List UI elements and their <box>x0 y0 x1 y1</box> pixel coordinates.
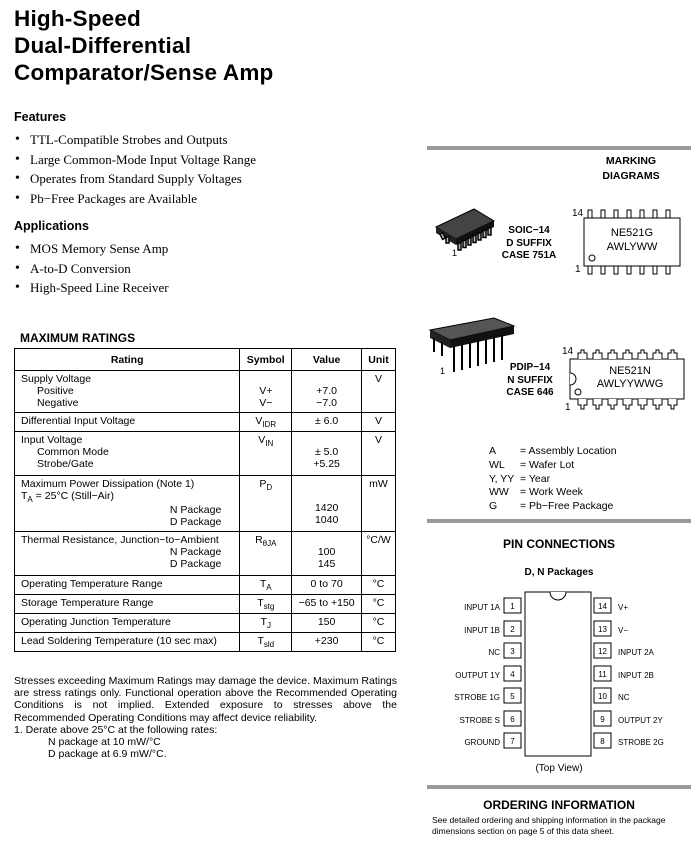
pin-number: 11 <box>598 670 607 679</box>
pdip-pin1: 1 <box>565 402 571 413</box>
note-n-rate: N package at 10 mW/°C <box>48 736 161 749</box>
top-view-label: (Top View) <box>535 763 583 774</box>
rating-sub: Strobe/Gate <box>37 458 94 471</box>
rating-sub: D Package <box>169 558 222 571</box>
rating-sub: N Package <box>169 504 222 517</box>
section-rule <box>427 146 691 150</box>
pin-label-left: INPUT 1A <box>464 603 500 612</box>
col-header-value: Value <box>292 349 362 371</box>
rating-label: Maximum Power Dissipation (Note 1) <box>21 478 195 491</box>
symbol: $T_{sld}$ <box>240 633 292 652</box>
value: 0 to 70 <box>292 576 362 595</box>
pin-label-right: V− <box>618 626 629 635</box>
pin-label-left: STROBE 1G <box>454 693 500 702</box>
title-line-3: Comparator/Sense Amp <box>14 60 274 85</box>
pin-number: 5 <box>510 692 515 701</box>
rating-sub: Negative <box>37 397 79 409</box>
note-1: 1. Derate above 25°C at the following rates: <box>14 723 218 736</box>
list-item: • MOS Memory Sense Amp <box>14 239 169 259</box>
section-rule <box>427 519 691 523</box>
applications-heading: Applications <box>14 219 90 233</box>
rating-sub: D Package <box>169 516 222 529</box>
value: 100 <box>317 546 336 559</box>
pin-number: 4 <box>510 670 515 679</box>
pin-number: 12 <box>598 647 607 656</box>
pdip-package-label: PDIP−14 N SUFFIX CASE 646 <box>506 362 554 398</box>
applications-list <box>14 239 169 298</box>
pin-number: 14 <box>598 602 607 611</box>
pin-number: 7 <box>510 737 515 746</box>
pin-number: 9 <box>600 715 605 724</box>
unit: V <box>362 432 396 476</box>
legend-item: WW = Work Week <box>489 486 583 499</box>
page-title <box>14 5 273 86</box>
section-rule <box>427 785 691 789</box>
legend-item: G = Pb−Free Package <box>489 500 614 513</box>
symbol: $V_{IDR}$ <box>240 413 292 432</box>
table-row <box>15 432 396 476</box>
table-row <box>15 532 396 576</box>
rating-sub: Positive <box>37 385 74 397</box>
value: 150 <box>292 614 362 633</box>
list-item: • Operates from Standard Supply Voltages <box>14 169 256 189</box>
value: 145 <box>317 558 336 571</box>
soic-pin14: 14 <box>572 208 584 219</box>
soic-package-label: SOIC−14 D SUFFIX CASE 751A <box>501 225 557 261</box>
symbol: $R_{\theta JA}$ <box>240 532 292 576</box>
pin-label-left: INPUT 1B <box>464 626 500 635</box>
table-row <box>15 371 396 413</box>
table-row <box>15 476 396 532</box>
pin-number: 6 <box>510 715 515 724</box>
rating-label: Operating Temperature Range <box>15 576 240 595</box>
pin-label-right: V+ <box>618 603 629 612</box>
list-item: • A-to-D Conversion <box>14 259 169 279</box>
legend-item: WL = Wafer Lot <box>489 458 575 471</box>
value: −65 to +150 <box>292 595 362 614</box>
features-heading: Features <box>14 110 67 124</box>
legend-item: Y, YY = Year <box>489 472 551 485</box>
soic-pin1-label: 1 <box>452 248 458 258</box>
soic-pin1: 1 <box>575 264 581 275</box>
symbol: $T_A$ <box>240 576 292 595</box>
marking-title: MARKING DIAGRAMS <box>602 155 660 182</box>
pin-label-left: GROUND <box>464 738 500 747</box>
value: +5.25 <box>313 458 340 471</box>
table-row <box>15 413 396 432</box>
unit: °C <box>362 614 396 633</box>
features-list <box>14 130 256 208</box>
col-header-rating: Rating <box>15 349 240 371</box>
symbol: V− <box>259 397 273 409</box>
value: ± 5.0 <box>314 446 339 459</box>
legend-item: A = Assembly Location <box>489 445 617 457</box>
unit: °C/W <box>362 532 396 576</box>
pin-label-right: NC <box>618 693 630 702</box>
table-row <box>15 576 396 595</box>
pin-connections-title: PIN CONNECTIONS <box>502 537 615 551</box>
title-line-1: High-Speed <box>14 6 142 31</box>
value: 1040 <box>314 514 339 527</box>
ratings-notes <box>14 675 397 760</box>
symbol: $T_{stg}$ <box>240 595 292 614</box>
rating-label: Thermal Resistance, Junction−to−Ambient <box>21 534 219 547</box>
list-item: • Pb−Free Packages are Available <box>14 189 256 209</box>
soic-marking-text: NE521G AWLYWW <box>606 227 658 253</box>
rating-sub: Common Mode <box>37 446 109 459</box>
rating-label: Input Voltage <box>21 434 83 447</box>
pin-label-left: STROBE S <box>459 716 500 725</box>
max-ratings-title: MAXIMUM RATINGS <box>20 331 136 345</box>
list-item: • Large Common-Mode Input Voltage Range <box>14 150 256 170</box>
unit: °C <box>362 633 396 652</box>
soic-package-icon <box>432 205 498 259</box>
rating-label: Lead Soldering Temperature (10 sec max) <box>15 633 240 652</box>
list-item: • High-Speed Line Receiver <box>14 278 169 298</box>
unit: °C <box>362 576 396 595</box>
pdip-pin1-label: 1 <box>440 366 446 376</box>
list-item: • TTL-Compatible Strobes and Outputs <box>14 130 256 150</box>
pin-label-left: OUTPUT 1Y <box>455 671 500 680</box>
col-header-unit: Unit <box>362 349 396 371</box>
pin-connections-subtitle: D, N Packages <box>524 567 594 578</box>
symbol: $V_{IN}$ <box>240 432 292 476</box>
value: +230 <box>292 633 362 652</box>
table-header-row <box>15 349 396 371</box>
rating-label: Differential Input Voltage <box>15 413 240 432</box>
table-row <box>15 633 396 652</box>
pin-number: 2 <box>510 625 515 634</box>
table-row <box>15 595 396 614</box>
table-row <box>15 614 396 633</box>
rating-condition: $T_A = 25^\circ C$ (Still−Air) <box>21 490 114 505</box>
unit: V <box>362 371 396 413</box>
max-ratings-table <box>14 348 396 652</box>
title-line-2: Dual-Differential <box>14 33 192 58</box>
unit: °C <box>362 595 396 614</box>
unit: V <box>362 413 396 432</box>
ordering-body: See detailed ordering and shipping information in the package dimensions section on page 5 of this data sheet. <box>432 815 666 836</box>
value: ± 6.0 <box>292 413 362 432</box>
ordering-title: ORDERING INFORMATION <box>483 798 635 812</box>
symbol: $T_J$ <box>240 614 292 633</box>
pin-number: 1 <box>510 602 515 611</box>
pin-number: 10 <box>598 692 607 701</box>
value: −7.0 <box>316 397 337 409</box>
symbol: $P_D$ <box>240 476 292 532</box>
pin-number: 3 <box>510 647 515 656</box>
rating-sub: N Package <box>169 546 222 559</box>
col-header-symbol: Symbol <box>240 349 292 371</box>
symbol: V+ <box>259 385 273 397</box>
marking-legend <box>489 445 617 514</box>
notes-paragraph: Stresses exceeding Maximum Ratings may damage the device. Maximum Ratings are stress ratings only. Functional operation above the Recommended Operating Conditions is not implied. Extended exposure to stresses above the Recommended Operating Conditions may affect device reliability. <box>14 675 397 724</box>
pin-label-right: INPUT 2A <box>618 648 654 657</box>
pin-label-right: OUTPUT 2Y <box>618 716 663 725</box>
note-d-rate: D package at 6.9 mW/°C. <box>48 748 167 761</box>
value: 1420 <box>314 502 339 515</box>
pdip-marking-text: NE521N AWLYYWWG <box>596 365 664 390</box>
pin-label-right: STROBE 2G <box>618 738 664 747</box>
unit: mW <box>362 476 396 532</box>
value: +7.0 <box>316 385 337 397</box>
rating-label: Supply Voltage <box>21 373 92 385</box>
pdip-pin14: 14 <box>562 346 574 357</box>
pin-number: 8 <box>600 737 605 746</box>
rating-label: Operating Junction Temperature <box>15 614 240 633</box>
rating-label: Storage Temperature Range <box>15 595 240 614</box>
pin-label-right: INPUT 2B <box>618 671 654 680</box>
pin-label-left: NC <box>488 648 500 657</box>
pin-number: 13 <box>598 625 607 634</box>
